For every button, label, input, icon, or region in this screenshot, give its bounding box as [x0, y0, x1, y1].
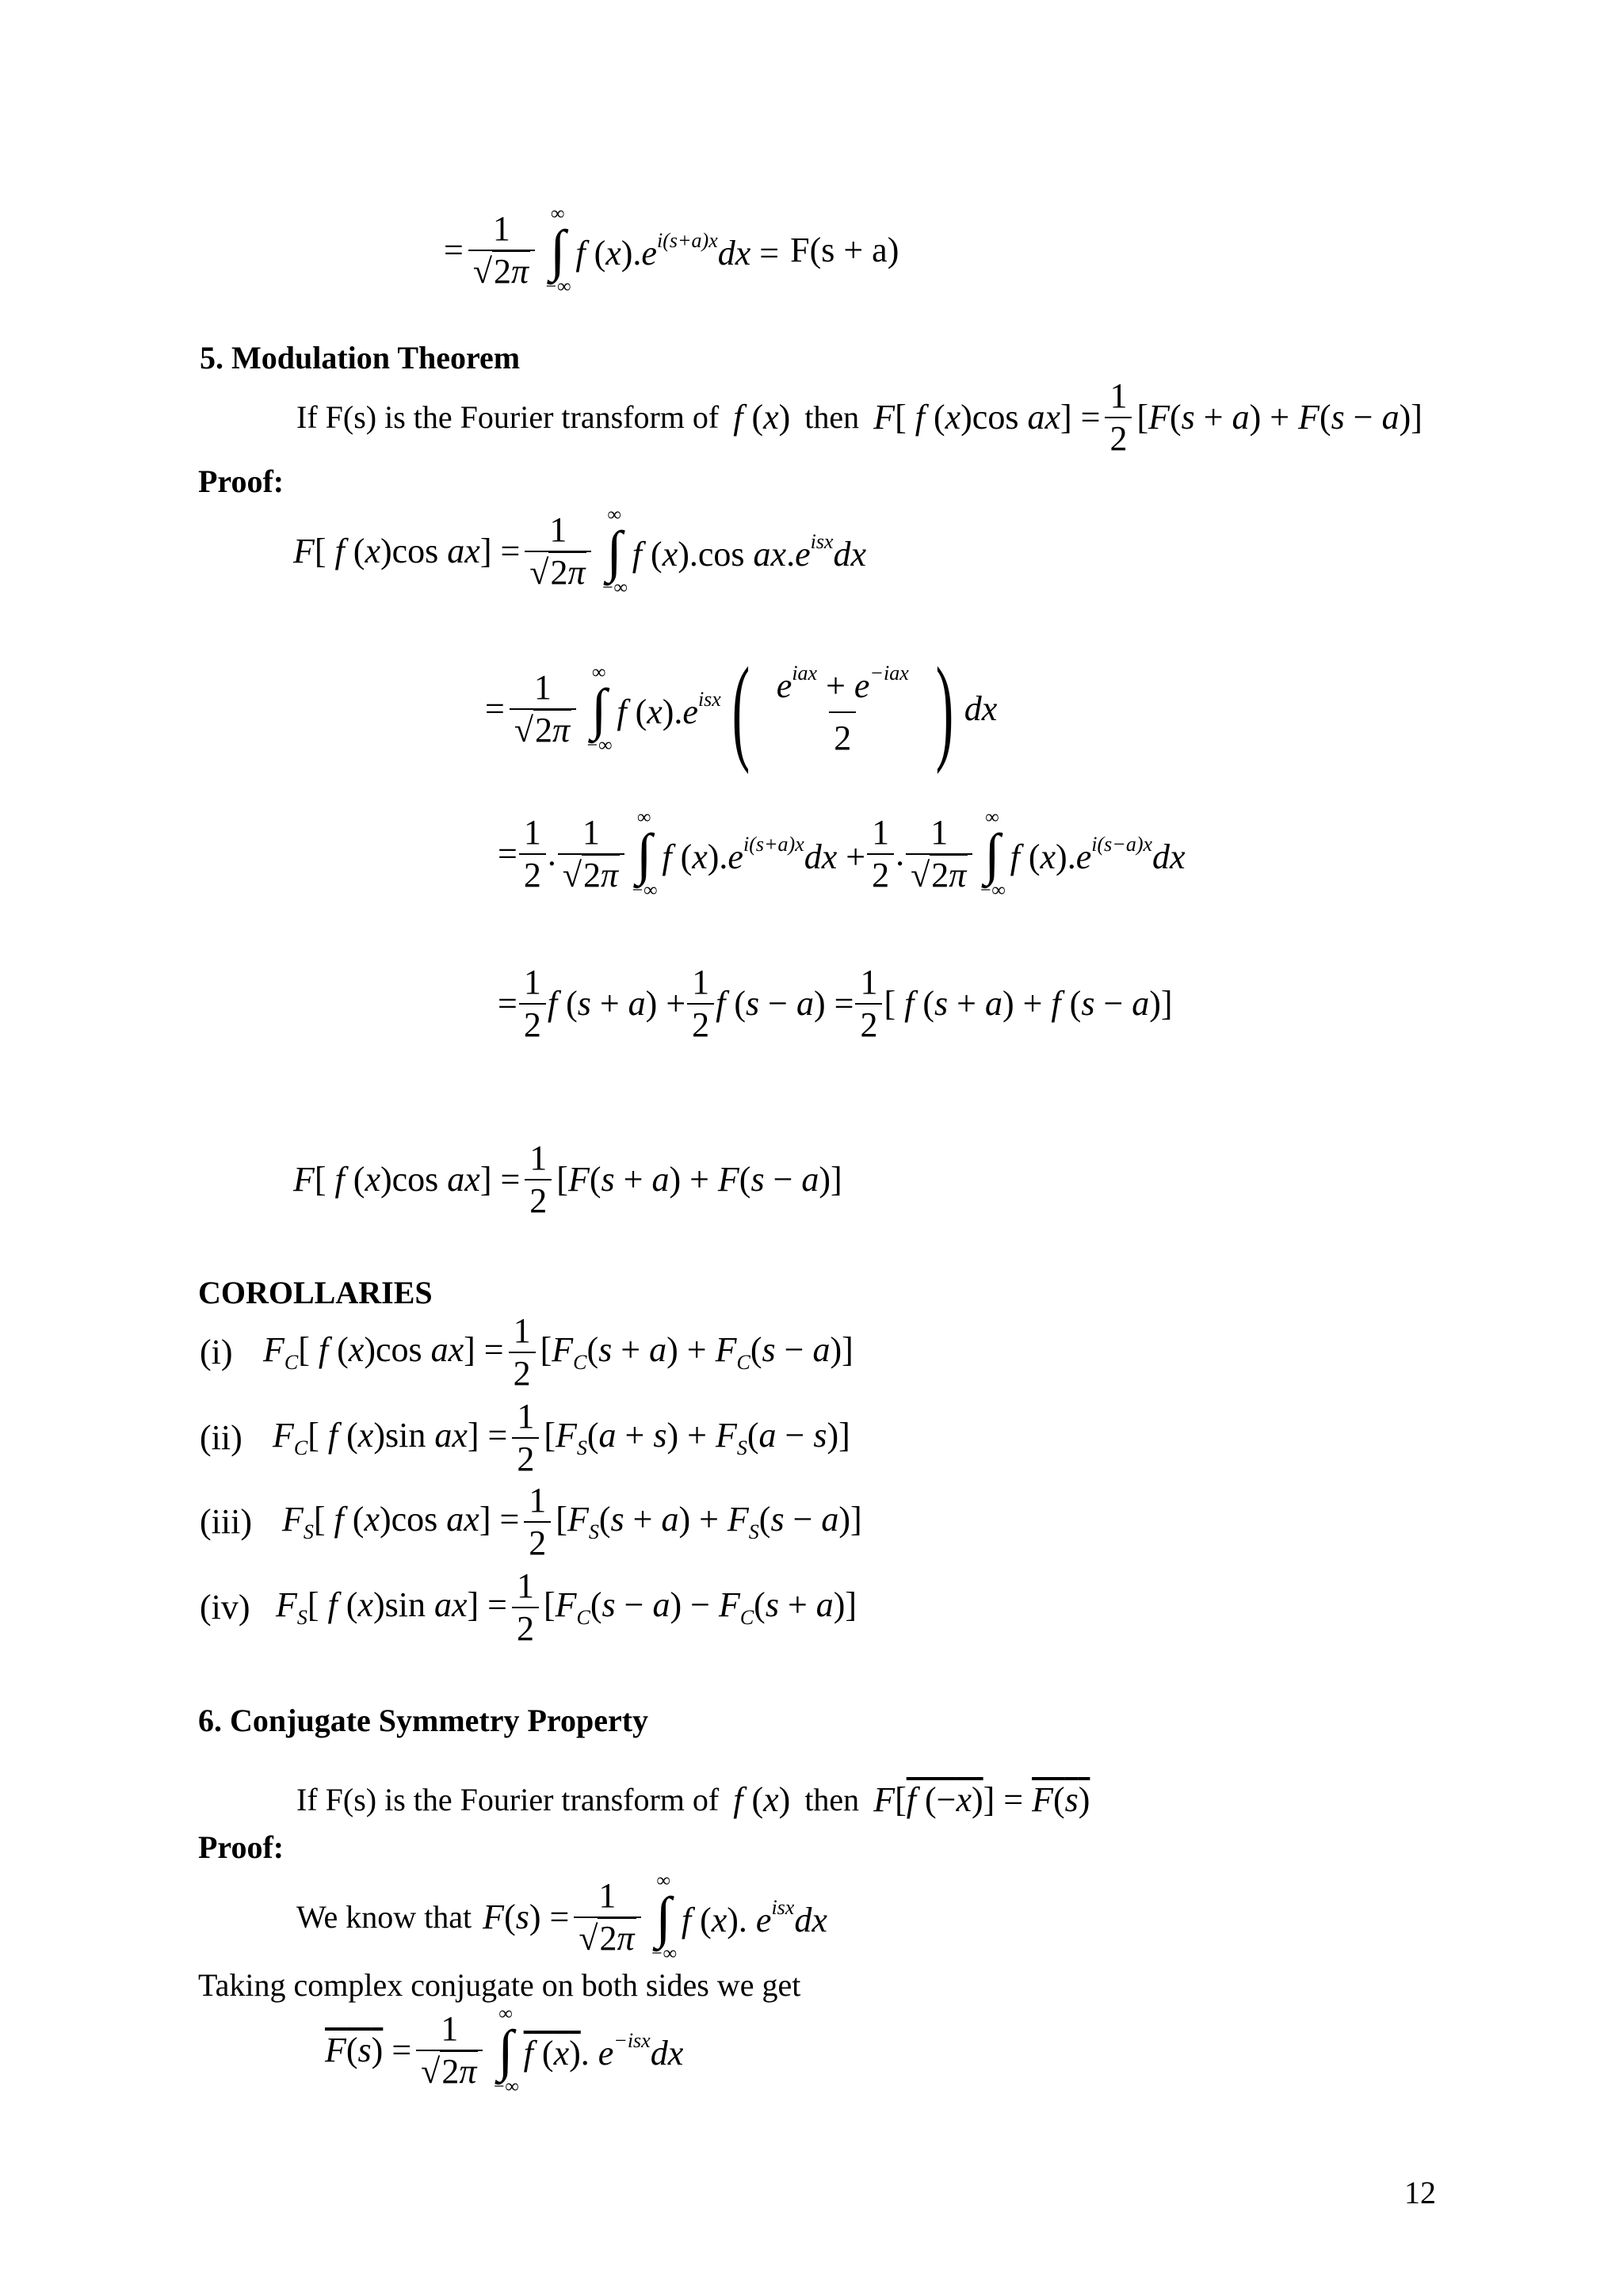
- top-equation: = $\frac{1}{√2\pi}$ ∞ ∫ −∞ f $(x).e^{i(s+a)x}dx$ = F(s + a): [444, 204, 899, 298]
- proof5-line3: = $\frac{1}{2}$ . $\frac{1}{√2\pi}$ ∞ ∫ −∞ f $(x).e^{i(s+a)x}dx$ + $\frac{1}{2}$ . $\frac{1}{√2\pi}$ ∞ ∫ −∞ f $(x).e^{i(s-a)x}dx$: [498, 807, 1186, 902]
- corollary-iii: (iii) $F_S$[ f (x)cos ax] = $\frac{1}{2}$ $[F_S(s + a) + F_S(s - a)]$: [200, 1481, 862, 1562]
- section5-heading: 5. Modulation Theorem: [200, 340, 521, 376]
- section6-conjugate-eq: F(s) = $\frac{1}{√2\pi}$ ∞ ∫ −∞ f (x). $e^{-isx}dx$: [325, 2004, 684, 2098]
- proof5-line4: = $\frac{1}{2}$ f (s + a) + $\frac{1}{2}$ f (s − a) = $\frac{1}{2}$ [ f (s + a) + f (s − a)]: [498, 963, 1173, 1044]
- corollary-iv: (iv) $F_S$[ f (x)sin ax] = $\frac{1}{2}$ $[F_C(s - a) - F_C(s + a)]$: [200, 1566, 857, 1648]
- corollary-i: (i) $F_C$[ f (x)cos ax] = $\frac{1}{2}$ $[F_C(s + a) + F_C(s - a)]$: [200, 1311, 854, 1393]
- section5-result: F[ f (x)cos ax] = $\frac{1}{2}$ [F(s + a) + F(s − a)]: [293, 1138, 842, 1220]
- section6-taking-conjugate: Taking complex conjugate on both sides we get: [198, 1967, 801, 2003]
- section6-proof-label: Proof:: [198, 1829, 285, 1865]
- proof5-line2: = $\frac{1}{√2\pi}$ ∞ ∫ −∞ f $(x).e^{isx}$ ( $\frac{e^{iax} + e^{-iax}}{2}$ ) dx: [485, 643, 998, 775]
- proof5-line1: F[ f (x)cos ax] = $\frac{1}{√2\pi}$ ∞ ∫ −∞ f (x).cos $ax.e^{isx}dx$: [293, 505, 867, 599]
- section6-we-know: We know that F(s) = $\frac{1}{√2\pi}$ ∞ ∫ −∞ f (x). $e^{isx}dx$: [296, 1871, 827, 1965]
- corollary-ii: (ii) $F_C$[ f (x)sin ax] = $\frac{1}{2}$ $[F_S(a + s) + F_S(a - s)]$: [200, 1397, 850, 1478]
- section6-heading: 6. Conjugate Symmetry Property: [198, 1703, 649, 1738]
- section5-proof-label: Proof:: [198, 463, 285, 499]
- section5-statement: If F(s) is the Fourier transform of f (x) then F[ f (x)cos ax] = $\frac{1}{2}$ [F(s + a) + F(s − a)]: [296, 376, 1423, 458]
- section6-statement: If F(s) is the Fourier transform of f (x) then F[f (−x)] = F(s): [296, 1780, 1090, 1819]
- top-result: F(s + a): [790, 231, 899, 270]
- corollaries-heading: COROLLARIES: [198, 1275, 433, 1310]
- page-number: 12: [1404, 2175, 1436, 2210]
